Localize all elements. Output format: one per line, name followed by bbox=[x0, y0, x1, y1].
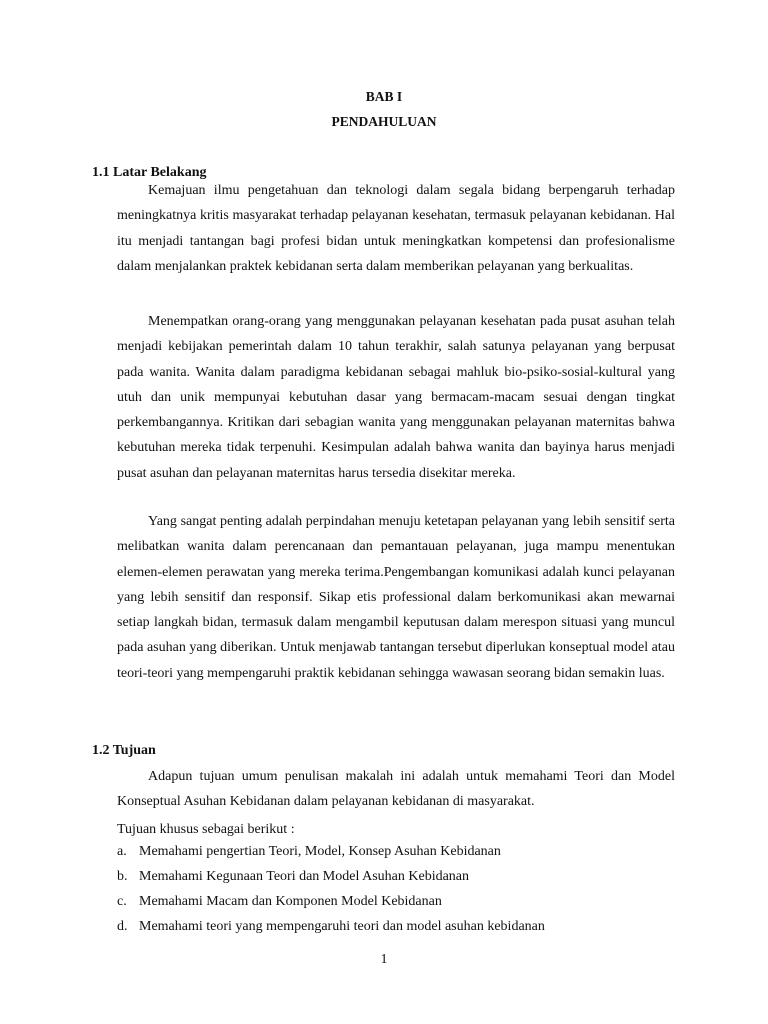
chapter-label: BAB I bbox=[365, 89, 403, 104]
list-intro: Tujuan khusus sebagai berikut : bbox=[117, 822, 295, 837]
list-marker: b. bbox=[117, 869, 128, 884]
page-number: 1 bbox=[380, 952, 388, 967]
list-marker: a. bbox=[117, 844, 127, 859]
paragraph: Menempatkan orang-orang yang menggunakan pelayanan kesehatan pada pusat asuhan telah menjadi kebijakan pemerintah dalam 10 tahun terakhir, salah satunya pelayanan yang berpusat pada wanita. Wanita dalam paradigma kebidanan sebagai mahluk bio-psiko-sosial-kultural yang utuh dan unik mempunyai kebutuhan dasar yang bermacam-macam sesuai dengan tingkat perkembangannya. Kritikan dari sebagian wanita yang menggunakan pelayanan maternitas bahwa kebutuhan mereka tidak terpenuhi. Kesimpulan adalah bahwa wanita dan bayinya harus menjadi pusat asuhan dan pelayanan maternitas harus tersedia disekitar mereka. bbox=[117, 314, 675, 481]
list-marker: d. bbox=[117, 919, 128, 934]
list-marker: c. bbox=[117, 894, 127, 909]
list-item bbox=[117, 918, 545, 936]
paragraph: Kemajuan ilmu pengetahuan dan teknologi dalam segala bidang berpengaruh terhadap meningkatnya kritis masyarakat terhadap pelayanan kesehatan, termasuk pelayanan kebidanan. Hal itu menjadi tantangan bagi profesi bidan untuk meningkatkan kompetensi dan profesionalisme dalam menjalankan praktek kebidanan serta dalam memberikan pelayanan yang berkualitas. bbox=[117, 183, 675, 274]
list-item-text: Memahami Macam dan Komponen Model Kebidanan bbox=[139, 894, 442, 909]
list-item-text: Memahami pengertian Teori, Model, Konsep Asuhan Kebidanan bbox=[139, 844, 501, 859]
paragraph: Yang sangat penting adalah perpindahan menuju ketetapan pelayanan yang lebih sensitif serta melibatkan wanita dalam perencanaan dan pemantauan pelayanan, juga mampu menentukan elemen-elemen perawatan yang mereka terima.Pengembangan komunikasi adalah kunci pelayanan yang lebih sensitif dan responsif. Sikap etis professional dalam berkomunikasi akan mewarnai setiap langkah bidan, termasuk dalam mengambil keputusan dalam merespon situasi yang muncul pada asuhan yang diberikan. Untuk menjawab tantangan tersebut diperlukan konseptual model atau teori-teori yang mempengaruhi praktik kebidanan sehingga wawasan seorang bidan semakin luas. bbox=[117, 514, 675, 681]
list-item bbox=[117, 893, 442, 911]
list-item-text: Memahami Kegunaan Teori dan Model Asuhan Kebidanan bbox=[139, 869, 470, 884]
section-heading-tujuan: 1.2 Tujuan bbox=[92, 743, 156, 758]
list-item-text: Memahami teori yang mempengaruhi teori dan model asuhan kebidanan bbox=[139, 919, 545, 934]
list-item bbox=[117, 843, 501, 861]
section-heading-latar-belakang: 1.1 Latar Belakang bbox=[92, 165, 207, 180]
chapter-title: PENDAHULUAN bbox=[331, 114, 437, 129]
list-item bbox=[117, 868, 469, 886]
paragraph: Adapun tujuan umum penulisan makalah ini adalah untuk memahami Teori dan Model Konseptual Asuhan Kebidanan dalam pelayanan kebidanan di masyarakat. bbox=[117, 769, 675, 810]
